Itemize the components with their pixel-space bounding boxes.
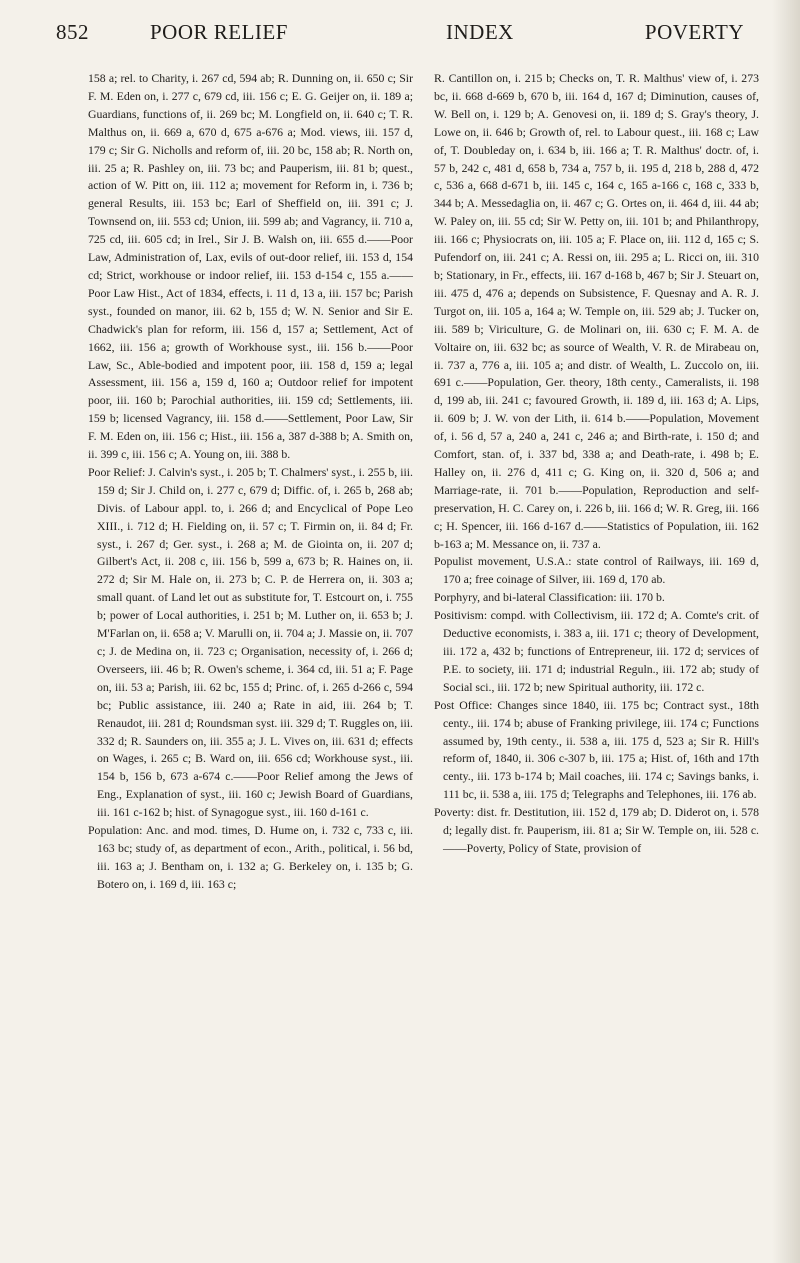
index-entry-porphyry: Porphyry, and bi-lateral Classification: iii. 170 b. [434, 590, 665, 605]
index-entry-poverty: Poverty: dist. fr. Destitution, iii. 152 d, 179 ab; D. Diderot on, i. 578 d; legally dist. fr. Pauperism, iii. 81 a; Sir W. Temple on, iii. 528 c.——Poverty, Policy of State, provision of [434, 805, 759, 855]
index-entry-poor-law-cont: 158 a; rel. to Charity, i. 267 cd, 594 ab; R. Dunning on, ii. 650 c; Sir F. M. Eden on, i. 277 c, 679 cd, iii. 156 c; E. G. Geijer on, ii. 189 a; Guardians, functions of, ii. 269 bc; M. Longfield on, ii. 640 c; T. R. Malthus on, ii. 669 a, 670 d, 675 a-676 a; Mod. views, iii. 157 d, 179 c; Sir G. Nicholls and reform of, iii. 20 bc, 158 ab; R. North on, iii. 25 a; R. Pashley on, iii. 73 bc; and Pauperism, iii. 81 b; quest., action of W. Pitt on, iii. 112 a; movement for Reform in, i. 736 b; general Results, iii. 153 bc; Earl of Sheffield on, iii. 391 c; J. Townsend on, iii. 553 cd; Union, iii. 599 ab; and Vagrancy, ii. 710 a, 725 cd, iii. 605 cd; in Irel., Sir J. B. Walsh on, iii. 655 d.——Poor Law, Administration of, Lax, evils of out-door relief, iii. 153 d, 154 cd; Strict, workhouse or indoor relief, iii. 153 d-154 c, 155 a.——Poor Law Hist., Act of 1834, effects, i. 11 d, 13 a, iii. 157 bc; Parish syst., founded on manor, iii. 62 b, 155 d; W. N. Senior and Sir E. Chadwick's plan for reform, iii. 156 d, 157 a; Settlement, Act of 1662, iii. 156 a; growth of Workhouse syst., iii. 156 b.——Poor Law, Sc., Able-bodied and impotent poor, iii. 158 d, 159 a; legal Assessment, iii. 156 a, 159 d, 160 a; Outdoor relief for impotent poor, iii. 160 b; Parochial authorities, iii. 159 cd; Settlements, iii. 159 b; licensed Vagrancy, iii. 158 d.——Settlement, Poor Law, Sir F. M. Eden on, iii. 156 c; Hist., iii. 156 a, 387 d-388 b; A. Smith on, ii. 399 c, iii. 156 c; A. Young on, iii. 388 b. [88, 71, 413, 462]
index-entry-positivism: Positivism: compd. with Collectivism, iii. 172 d; A. Comte's crit. of Deductive economists, i. 383 a, iii. 171 c; theory of Development, iii. 172 a, 432 b; functions of Entrepreneur, iii. 172 d; services of P.E. to society, iii. 171 d; industrial Reguln., iii. 172 ab; study of Social sci., iii. 172 b; new Spiritual authority, iii. 172 c. [434, 608, 759, 694]
left-column [88, 70, 413, 1250]
page-edge-shadow [772, 0, 800, 1263]
header-index-label: INDEX [446, 20, 514, 44]
right-column [434, 70, 759, 1250]
index-entry-population-cont: R. Cantillon on, i. 215 b; Checks on, T. R. Malthus' view of, i. 273 bc, ii. 668 d-669 b, 670 b, iii. 164 d, 167 d; Diminution, causes of, W. Bell on, i. 129 b; A. Genovesi on, ii. 189 d; S. Gray's theory, J. Lowe on, ii. 646 b; Growth of, rel. to Labour quest., iii. 168 c; Law of, T. Doubleday on, i. 634 b, iii. 166 a; T. R. Malthus' doctr. of, i. 57 b, 242 c, 481 d, 658 b, 734 a, 757 b, ii. 195 d, 218 b, 288 d, 472 c, 536 a, 668 d-671 b, iii. 145 c, 164 c, 165 a-166 c, 168 c, 333 b, 344 b; A. Messedaglia on, ii. 467 c; G. Ortes on, ii. 464 d, iii. 44 ab; W. Paley on, iii. 55 cd; Sir W. Petty on, iii. 101 b; and Philanthropy, iii. 166 c; Physiocrats on, iii. 105 a; F. Place on, iii. 112 d, 165 c; S. Pufendorf on, iii. 241 c; A. Ressi on, iii. 295 a; L. Ricci on, iii. 310 b; Stationary, in Fr., effects, iii. 167 d-168 b, 467 b; Sir J. Steuart on, iii. 475 d, 476 a; depends on Subsistence, F. Quesnay and A. R. J. Turgot on, iii. 105 a, 164 a; W. Temple on, iii. 529 ab; J. Tucker on, iii. 589 b; Viriculture, G. de Molinari on, iii. 630 c; F. M. A. de Voltaire on, iii. 632 bc; as source of Wealth, V. R. de Mirabeau on, ii. 737 a, 776 a, iii. 105 a; and distr. of Wealth, L. Zuccolo on, iii. 691 c.——Population, Ger. theory, 18th centy., Cameralists, ii. 198 d, 199 ab, iii. 241 c; favoured Growth, ii. 189 d, iii. 163 d; A. Lips, ii. 609 b; J. W. von der Lith, ii. 614 b.——Population, Movement of, i. 56 d, 57 a, 240 a, 241 c, 246 a; and Birth-rate, i. 150 d; and Comfort, stan. of, i. 337 bd, 338 a; and Death-rate, i. 498 b; E. Halley on, ii. 276 d, 411 c; G. King on, ii. 320 d, 506 a; and Marriage-rate, ii. 701 b.——Population, Reproduction and self-preservation, H. C. Carey on, i. 226 b, iii. 166 d; W. R. Greg, iii. 166 c; H. Spencer, iii. 166 d-167 d.——Statistics of Population, iii. 162 b-163 a; M. Messance on, ii. 737 a. [434, 71, 759, 551]
header-last-term: POVERTY [644, 20, 744, 44]
index-entry-population: Population: Anc. and mod. times, D. Hume on, i. 732 c, 733 c, iii. 163 bc; study of, as department of econ., Arith., political, i. 56 bd, iii. 163 a; J. Bentham on, i. 132 a; G. Berkeley on, i. 135 b; G. Botero on, i. 169 d, iii. 163 c; [88, 823, 413, 891]
running-header [56, 20, 744, 50]
header-first-term: POOR RELIEF [150, 20, 288, 44]
index-entry-post-office: Post Office: Changes since 1840, iii. 175 bc; Contract syst., 18th centy., iii. 174 b; abuse of Franking privilege, iii. 174 c; Functions assumed by, 19th centy., ii. 538 a, iii. 175 d, 523 a; Sir R. Hill's reform of, 1840, ii. 306 c-307 b, iii. 175 a; Hist. of, 16th and 17th centy., iii. 173 b-174 b; Mail coaches, iii. 174 c; Savings banks, i. 111 bc, ii. 538 a, iii. 175 d; Telegraphs and Telephones, iii. 176 ab. [434, 697, 759, 802]
index-entry-populist-movement: Populist movement, U.S.A.: state control of Railways, iii. 169 d, 170 a; free coinage of Silver, iii. 169 d, 170 ab. [434, 554, 759, 587]
index-entry-poor-relief: Poor Relief: J. Calvin's syst., i. 205 b; T. Chalmers' syst., i. 255 b, iii. 159 d; Sir J. Child on, i. 277 c, 679 d; Diffic. of, i. 265 b, 268 ab; Divis. of Labour appl. to, i. 266 d; and Encyclical of Pope Leo XIII., i. 712 d; H. Fielding on, ii. 57 c; T. Firmin on, ii. 84 d; Fr. syst., i. 267 d; Ger. syst., i. 268 a; M. de Giointa on, ii. 207 d; Gilbert's Act, ii. 208 c, iii. 156 b, 599 a, 673 b; R. Haines on, ii. 272 d; Sir M. Hale on, ii. 273 b; C. P. de Herrera on, ii. 303 a; small quant. of Land let out as substitute for, T. Estcourt on, i. 755 b; power of Local authorities, i. 251 b; M. Luther on, ii. 653 b; J. M'Farlan on, ii. 658 a; V. Marulli on, ii. 704 a; J. Massie on, ii. 707 c; J. de Medina on, ii. 723 c; Organisation, necessity of, i. 266 d; Overseers, iii. 46 b; R. Owen's scheme, i. 364 cd, iii. 51 a; F. Page on, iii. 53 a; Parish, iii. 62 bc, 155 d; Princ. of, i. 265 d-266 c, 594 bc; Public assistance, iii. 240 a; Rate in aid, iii. 264 b; T. Renaudot, iii. 281 d; Roundsman syst. iii. 329 d; T. Ruggles on, iii. 332 d; R. Saunders on, iii. 355 a; J. L. Vives on, iii. 631 d; effects on Wages, i. 265 c; B. Ward on, iii. 656 cd; Workhouse syst., iii. 154 b, 156 b, 673 a-674 c.——Poor Relief among the Jews of Eng., Explanation of syst., iii. 160 c; Jewish Board of Guardians, iii. 161 c-162 b; hist. of Synagogue syst., iii. 160 d-161 c. [88, 464, 413, 820]
page-number: 852 [56, 20, 89, 44]
